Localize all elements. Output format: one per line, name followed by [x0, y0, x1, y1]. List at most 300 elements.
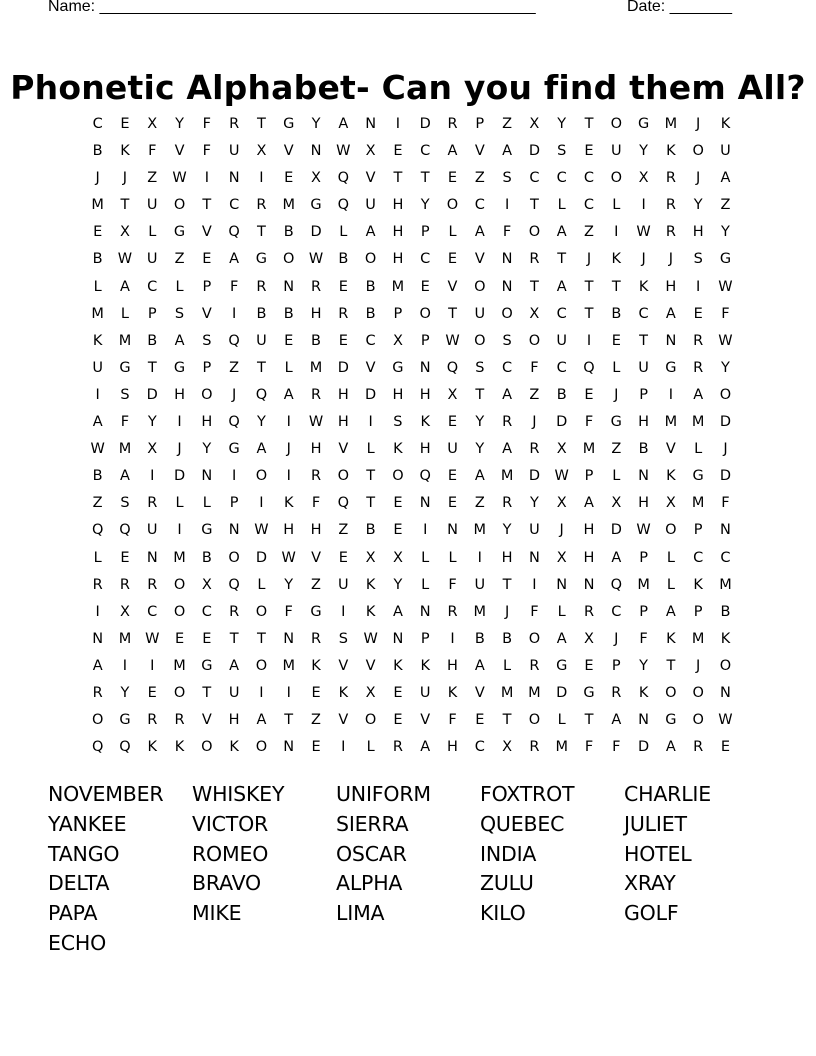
grid-cell: Q — [228, 576, 240, 593]
grid-cell: O — [173, 197, 186, 214]
grid-cell: K — [92, 332, 103, 349]
grid-cell: P — [420, 224, 430, 241]
grid-cell: R — [229, 603, 240, 620]
word-list-item: DELTA — [48, 871, 110, 896]
grid-cell: F — [120, 414, 130, 431]
grid-cell: G — [255, 251, 268, 268]
grid-cell: L — [421, 576, 430, 593]
grid-cell: T — [229, 630, 239, 647]
grid-cell: T — [393, 170, 403, 187]
grid-cell: F — [284, 603, 293, 620]
grid-cell: Z — [338, 522, 349, 539]
grid-cell: Y — [393, 576, 403, 593]
grid-cell: E — [284, 332, 294, 349]
grid-cell: R — [447, 603, 458, 620]
grid-cell: X — [365, 143, 376, 160]
grid-cell: G — [692, 468, 704, 485]
grid-cell: A — [502, 386, 513, 403]
grid-cell: M — [691, 495, 705, 512]
word-list-item: VICTOR — [192, 811, 269, 836]
grid-cell: O — [474, 332, 486, 349]
grid-cell: J — [614, 386, 619, 403]
grid-cell: P — [639, 549, 648, 566]
grid-cell: E — [393, 522, 403, 539]
grid-cell: F — [148, 143, 157, 160]
grid-cell: K — [638, 278, 649, 295]
grid-cell: Y — [693, 197, 703, 214]
grid-cell: L — [666, 549, 675, 566]
grid-cell: N — [419, 603, 431, 620]
grid-cell: A — [229, 657, 240, 674]
grid-cell: E — [720, 739, 731, 756]
grid-cell: K — [229, 739, 239, 756]
grid-cell: L — [93, 549, 102, 566]
grid-cell: L — [612, 359, 621, 376]
grid-cell: S — [475, 359, 485, 376]
grid-cell: R — [92, 576, 103, 593]
grid-cell: M — [118, 441, 132, 458]
grid-cell: N — [419, 359, 431, 376]
grid-cell: A — [229, 251, 240, 268]
grid-cell: K — [666, 468, 676, 485]
grid-cell: D — [719, 468, 732, 485]
grid-cell: V — [365, 359, 376, 376]
grid-cell: E — [420, 278, 430, 295]
grid-cell: G — [665, 359, 677, 376]
grid-cell: W — [172, 170, 187, 187]
grid-cell: M — [282, 197, 295, 214]
grid-cell: V — [420, 712, 431, 729]
word-list-item: FOXTROT — [480, 782, 575, 806]
grid-cell: P — [639, 386, 648, 403]
grid-cell: R — [665, 197, 676, 214]
grid-cell: I — [341, 739, 346, 756]
grid-cell: P — [202, 359, 212, 376]
grid-cell: E — [447, 251, 458, 268]
grid-cell: U — [720, 143, 731, 160]
grid-cell: J — [696, 657, 701, 674]
grid-cell: S — [120, 386, 130, 403]
grid-cell: T — [202, 684, 212, 701]
grid-cell: J — [641, 251, 646, 268]
grid-cell: E — [393, 684, 403, 701]
grid-cell: G — [228, 441, 240, 458]
grid-cell: F — [639, 630, 648, 647]
grid-cell: N — [392, 630, 404, 647]
grid-cell: H — [392, 251, 404, 268]
grid-cell: M — [637, 576, 650, 593]
grid-cell: N — [146, 549, 158, 566]
grid-cell: L — [557, 712, 566, 729]
grid-cell: N — [720, 522, 731, 539]
grid-cell: N — [228, 522, 240, 539]
grid-cell: Q — [583, 359, 595, 376]
grid-cell: L — [339, 224, 348, 241]
grid-cell: C — [693, 549, 704, 566]
grid-cell: F — [584, 739, 594, 756]
grid-cell: N — [501, 251, 513, 268]
grid-cell: B — [92, 468, 103, 485]
grid-cell: E — [447, 170, 458, 187]
grid-cell: A — [365, 224, 376, 241]
grid-cell: E — [120, 549, 130, 566]
grid-cell: Y — [284, 576, 294, 593]
grid-cell: J — [696, 116, 701, 132]
grid-cell: K — [638, 684, 649, 701]
grid-cell: B — [474, 630, 485, 647]
grid-cell: F — [311, 495, 321, 512]
grid-cell: L — [666, 576, 675, 593]
grid-cell: T — [584, 305, 594, 322]
grid-cell: M — [500, 684, 514, 701]
grid-cell: I — [341, 603, 346, 620]
grid-cell: O — [501, 305, 513, 322]
grid-cell: U — [610, 143, 622, 160]
grid-cell: V — [474, 251, 485, 268]
grid-cell: J — [614, 630, 619, 647]
grid-cell: Z — [174, 251, 185, 268]
grid-cell: R — [119, 576, 130, 593]
name-field-line: Name: _________________________________________________ — [48, 0, 536, 15]
grid-cell: C — [92, 116, 103, 132]
grid-cell: O — [446, 197, 459, 214]
grid-cell: M — [664, 414, 678, 431]
grid-cell: W — [254, 522, 269, 539]
grid-cell: I — [286, 468, 291, 485]
grid-cell: I — [450, 630, 455, 647]
grid-cell: H — [392, 224, 404, 241]
grid-cell: V — [174, 143, 185, 160]
grid-cell: S — [502, 332, 512, 349]
word-list-item: INDIA — [480, 841, 537, 866]
grid-cell: O — [692, 143, 704, 160]
grid-cell: Q — [228, 224, 240, 241]
grid-cell: K — [447, 684, 458, 701]
grid-cell: C — [147, 603, 158, 620]
grid-cell: T — [529, 197, 539, 214]
grid-cell: I — [504, 197, 510, 214]
grid-cell: H — [310, 522, 322, 539]
date-field-line: Date: _______ — [627, 0, 732, 15]
grid-cell: F — [721, 495, 730, 512]
grid-cell: Q — [337, 170, 350, 187]
grid-cell: N — [283, 739, 295, 756]
grid-cell: D — [173, 468, 186, 485]
grid-cell: G — [556, 657, 568, 674]
grid-cell: W — [636, 224, 651, 241]
grid-cell: K — [693, 576, 703, 593]
grid-cell: W — [117, 251, 133, 268]
grid-cell: A — [611, 712, 622, 729]
grid-cell: D — [556, 414, 568, 431]
grid-cell: V — [365, 170, 376, 187]
grid-cell: X — [201, 576, 212, 593]
grid-cell: U — [556, 332, 567, 349]
grid-cell: O — [255, 657, 268, 674]
grid-cell: H — [337, 414, 349, 431]
grid-cell: T — [257, 630, 266, 647]
grid-cell: R — [529, 441, 540, 458]
word-list-item: PAPA — [48, 901, 98, 926]
grid-cell: P — [393, 305, 403, 322]
grid-cell: R — [256, 197, 267, 214]
grid-cell: D — [255, 549, 268, 566]
grid-cell: J — [231, 386, 237, 403]
grid-cell: J — [286, 441, 291, 458]
grid-cell: W — [718, 278, 733, 295]
grid-cell: T — [584, 116, 594, 132]
grid-cell: X — [311, 170, 321, 187]
grid-cell: Z — [502, 116, 513, 132]
grid-cell: Y — [475, 441, 485, 458]
grid-cell: Y — [639, 143, 649, 160]
grid-cell: L — [421, 549, 430, 566]
grid-cell: G — [173, 224, 186, 241]
grid-cell: R — [174, 712, 185, 729]
grid-cell: B — [338, 251, 349, 268]
grid-cell: O — [364, 712, 377, 729]
grid-cell: M — [691, 630, 705, 647]
grid-cell: H — [392, 197, 404, 214]
grid-cell: R — [529, 657, 540, 674]
grid-cell: N — [283, 278, 295, 295]
grid-cell: H — [283, 522, 295, 539]
grid-cell: P — [693, 603, 703, 620]
grid-cell: T — [448, 305, 457, 322]
grid-cell: C — [556, 305, 567, 322]
grid-cell: M — [309, 359, 323, 376]
grid-cell: I — [395, 116, 401, 132]
grid-cell: N — [447, 522, 458, 539]
grid-cell: E — [447, 495, 458, 512]
grid-cell: M — [118, 332, 132, 349]
grid-cell: R — [502, 495, 513, 512]
grid-cell: F — [448, 576, 457, 593]
grid-cell: B — [201, 549, 212, 566]
word-list-item: XRAY — [624, 871, 676, 896]
grid-cell: I — [532, 576, 537, 593]
grid-cell: N — [528, 549, 540, 566]
grid-cell: Z — [147, 170, 158, 187]
grid-cell: C — [420, 143, 431, 160]
grid-cell: V — [365, 657, 376, 674]
grid-cell: O — [201, 386, 213, 403]
grid-cell: Z — [92, 495, 103, 512]
grid-cell: O — [528, 332, 541, 349]
grid-cell: U — [146, 251, 158, 268]
grid-cell: I — [477, 549, 482, 566]
grid-cell: O — [201, 739, 213, 756]
grid-cell: O — [228, 549, 240, 566]
grid-cell: Q — [228, 332, 240, 349]
grid-cell: R — [665, 170, 676, 187]
grid-cell: E — [93, 224, 103, 241]
grid-cell: A — [556, 224, 567, 241]
grid-cell: M — [555, 739, 568, 756]
grid-cell: R — [392, 739, 403, 756]
grid-cell: I — [614, 224, 619, 241]
grid-cell: T — [202, 197, 212, 214]
grid-cell: S — [502, 170, 512, 187]
grid-cell: Y — [120, 684, 130, 701]
grid-cell: N — [638, 712, 650, 729]
grid-cell: M — [91, 197, 104, 214]
grid-cell: N — [720, 684, 731, 701]
grid-cell: I — [95, 386, 100, 403]
grid-cell: A — [584, 495, 594, 512]
grid-cell: E — [338, 332, 348, 349]
grid-cell: N — [201, 468, 213, 485]
grid-cell: M — [118, 630, 132, 647]
grid-cell: U — [146, 197, 158, 214]
grid-cell: I — [150, 657, 155, 674]
grid-cell: Z — [311, 576, 321, 593]
grid-cell: A — [502, 143, 513, 160]
grid-cell: R — [693, 332, 704, 349]
grid-cell: K — [338, 684, 349, 701]
grid-cell: B — [611, 305, 622, 322]
grid-cell: C — [720, 549, 731, 566]
grid-cell: A — [420, 739, 431, 756]
grid-cell: B — [720, 603, 731, 620]
grid-cell: G — [201, 522, 213, 539]
grid-cell: V — [338, 712, 349, 729]
grid-cell: X — [256, 143, 267, 160]
grid-cell: Q — [446, 359, 459, 376]
grid-cell: O — [91, 712, 104, 729]
grid-cell: C — [201, 603, 212, 620]
grid-cell: Z — [611, 441, 622, 458]
grid-cell: B — [311, 332, 321, 349]
grid-cell: I — [286, 684, 291, 701]
grid-cell: L — [175, 278, 184, 295]
grid-cell: C — [556, 170, 567, 187]
grid-cell: N — [638, 468, 650, 485]
grid-cell: O — [692, 684, 704, 701]
grid-cell: P — [693, 522, 703, 539]
grid-cell: Y — [202, 441, 212, 458]
grid-cell: N — [556, 576, 568, 593]
grid-cell: C — [474, 739, 485, 756]
grid-cell: K — [365, 603, 376, 620]
grid-cell: O — [419, 305, 431, 322]
grid-cell: W — [718, 332, 733, 349]
grid-cell: E — [174, 630, 185, 647]
grid-cell: I — [286, 414, 291, 431]
grid-cell: A — [392, 603, 403, 620]
grid-cell: O — [665, 684, 677, 701]
grid-cell: L — [448, 549, 457, 566]
word-list — [48, 780, 768, 959]
grid-cell: P — [229, 495, 239, 512]
grid-cell: V — [201, 224, 212, 241]
grid-cell: H — [174, 386, 185, 403]
grid-cell: Q — [255, 386, 268, 403]
grid-cell: R — [256, 278, 267, 295]
grid-cell: E — [475, 712, 485, 729]
grid-cell: A — [174, 332, 185, 349]
grid-cell: Q — [419, 468, 431, 485]
grid-cell: H — [419, 441, 431, 458]
grid-cell: N — [283, 630, 295, 647]
grid-cell: L — [202, 495, 211, 512]
grid-cell: W — [145, 630, 160, 647]
grid-cell: H — [638, 495, 650, 512]
grid-cell: B — [365, 305, 376, 322]
grid-cell: R — [502, 414, 513, 431]
grid-cell: Y — [475, 414, 485, 431]
grid-cell: B — [502, 630, 513, 647]
grid-cell: W — [718, 712, 733, 729]
grid-cell: G — [201, 657, 213, 674]
grid-cell: Y — [721, 359, 730, 376]
letter-grid — [84, 115, 739, 765]
word-list-item: MIKE — [192, 901, 242, 926]
grid-cell: I — [641, 197, 646, 214]
word-list-item: HOTEL — [624, 841, 692, 866]
grid-cell: O — [665, 522, 677, 539]
grid-cell: W — [308, 251, 324, 268]
grid-cell: D — [528, 468, 540, 485]
grid-cell: E — [447, 468, 458, 485]
grid-cell: R — [693, 359, 704, 376]
grid-cell: E — [584, 386, 594, 403]
grid-cell: U — [638, 359, 649, 376]
grid-cell: U — [474, 576, 486, 593]
grid-cell: M — [719, 576, 732, 593]
grid-cell: R — [665, 224, 676, 241]
grid-cell: J — [95, 170, 100, 187]
grid-cell: P — [147, 305, 157, 322]
grid-cell: A — [256, 441, 267, 458]
grid-cell: V — [283, 143, 294, 160]
grid-cell: A — [474, 224, 485, 241]
grid-cell: U — [419, 684, 431, 701]
grid-cell: X — [556, 441, 567, 458]
grid-cell: Y — [175, 116, 184, 132]
grid-cell: B — [283, 305, 294, 322]
grid-cell: X — [119, 603, 130, 620]
grid-cell: W — [445, 332, 460, 349]
grid-cell: X — [147, 441, 158, 458]
grid-cell: O — [255, 739, 268, 756]
grid-cell: O — [528, 630, 541, 647]
grid-cell: P — [202, 278, 212, 295]
grid-cell: V — [338, 657, 349, 674]
word-list-item: KILO — [480, 901, 526, 926]
grid-cell: W — [336, 143, 351, 160]
grid-cell: W — [281, 549, 296, 566]
grid-cell: F — [530, 359, 539, 376]
grid-cell: U — [146, 522, 158, 539]
grid-cell: U — [447, 441, 458, 458]
grid-cell: I — [368, 414, 373, 431]
grid-cell: F — [530, 603, 539, 620]
grid-cell: K — [720, 116, 731, 132]
grid-cell: E — [447, 414, 458, 431]
grid-cell: P — [611, 657, 621, 674]
grid-cell: C — [611, 603, 622, 620]
grid-cell: O — [692, 712, 704, 729]
grid-cell: S — [174, 305, 185, 322]
grid-cell: U — [338, 576, 349, 593]
word-list-item: UNIFORM — [336, 782, 431, 806]
grid-cell: E — [393, 495, 403, 512]
grid-cell: L — [366, 739, 375, 756]
grid-cell: K — [393, 441, 403, 458]
grid-cell: U — [228, 143, 240, 160]
grid-cell: E — [120, 116, 130, 132]
